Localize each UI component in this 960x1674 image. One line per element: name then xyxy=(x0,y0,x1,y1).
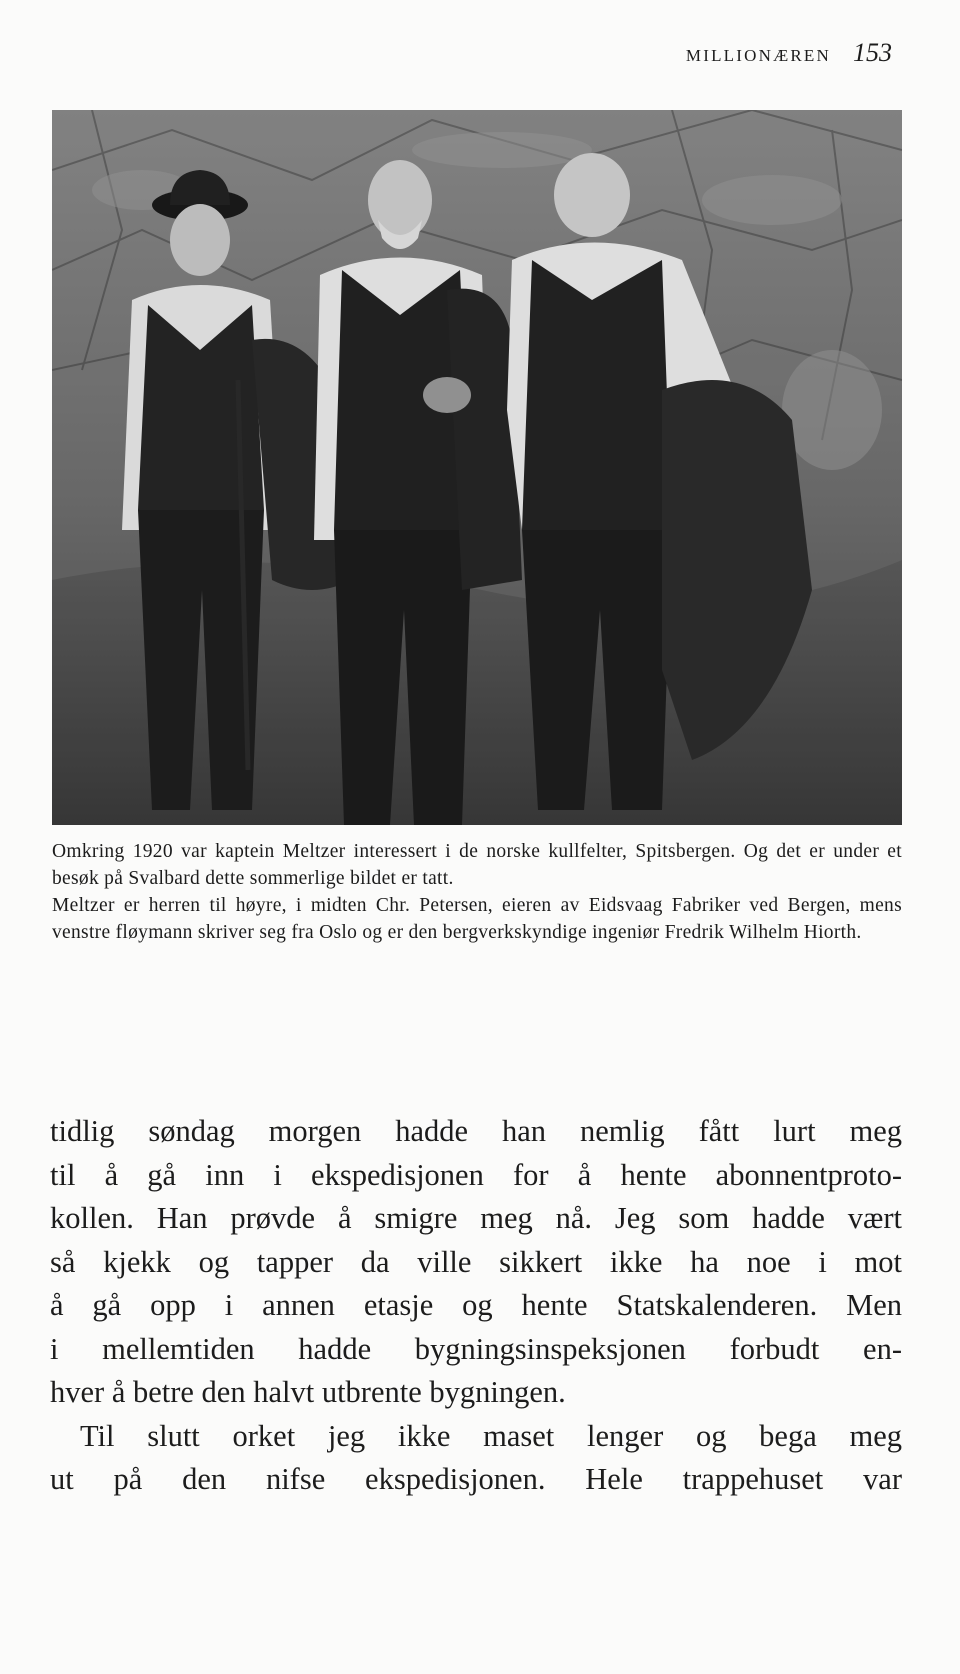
three-men-portrait-photo xyxy=(52,110,902,825)
page-number: 153 xyxy=(853,38,892,67)
body-text xyxy=(50,1110,902,1502)
body-line: ut på den nifse ekspedisjonen. Hele trappehuset var xyxy=(50,1462,902,1496)
body-line: i mellemtiden hadde bygningsinspeksjonen forbudt en- xyxy=(50,1331,902,1366)
body-paragraph xyxy=(50,1415,902,1502)
caption-line: bildet er tatt. xyxy=(350,868,454,889)
caption-paragraph xyxy=(52,838,902,892)
photo-tone xyxy=(52,110,902,825)
photo-illustration xyxy=(52,110,902,825)
running-head xyxy=(686,38,892,68)
body-line: til å gå inn i ekspedisjonen for å hente abonnentproto- xyxy=(50,1157,902,1192)
body-line: å gå opp i annen etasje og hente Statskalenderen. Men xyxy=(50,1288,902,1322)
running-title: MILLIONÆREN xyxy=(685,46,831,65)
caption-line: Spitsbergen. Og det er under et besøk på Svalbard dette sommerlige xyxy=(52,841,902,889)
photo-caption xyxy=(52,838,902,946)
caption-line: Fabriker ved Bergen, mens venstre fløymann skriver seg fra Oslo og xyxy=(52,895,902,943)
caption-line: Meltzer er herren til høyre, i midten Chr. Petersen, eieren av Eidsvaag xyxy=(52,895,663,916)
body-line: kollen. Han prøvde å smigre meg nå. Jeg som hadde vært xyxy=(50,1201,902,1235)
body-line: Til slutt orket jeg ikke maset lenger og bega meg xyxy=(80,1418,902,1453)
body-line: så kjekk og tapper da ville sikkert ikke ha noe i mot xyxy=(50,1244,902,1279)
body-line: hver å betre den halvt utbrente bygningen. xyxy=(50,1375,566,1409)
caption-paragraph xyxy=(52,892,902,946)
body-paragraph xyxy=(50,1110,902,1415)
body-line: tidlig søndag morgen hadde han nemlig fått lurt meg xyxy=(50,1114,902,1148)
caption-line: Omkring 1920 var kaptein Meltzer interessert i de norske kullfelter, xyxy=(52,841,628,862)
caption-line: er den bergverkskyndige ingeniør Fredrik Wilhelm Hiorth. xyxy=(387,922,862,943)
